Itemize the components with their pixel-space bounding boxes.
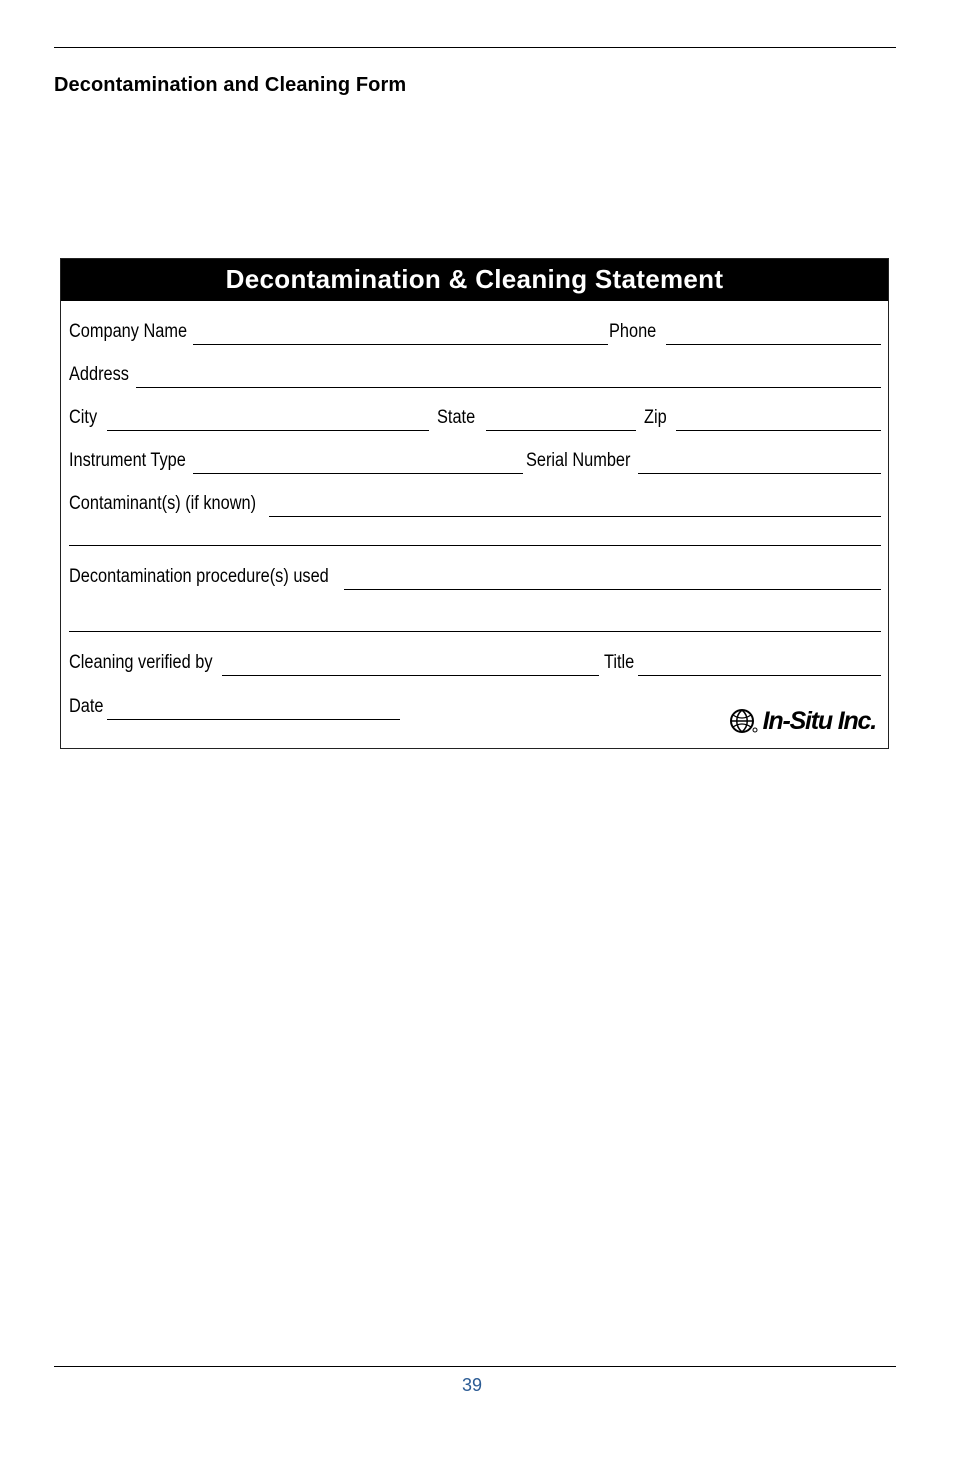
row-company [69, 317, 881, 345]
contaminants-field[interactable] [269, 516, 881, 517]
date-label: Date [69, 696, 104, 717]
zip-field[interactable] [676, 430, 881, 431]
city-field[interactable] [107, 430, 429, 431]
phone-field[interactable] [666, 344, 881, 345]
serial-number-label: Serial Number [526, 450, 631, 471]
instrument-type-label: Instrument Type [69, 450, 186, 471]
header-rule [54, 47, 896, 48]
procedures-field-continued[interactable] [69, 631, 881, 632]
page-number: 39 [461, 1375, 483, 1395]
company-name-label: Company Name [69, 321, 188, 342]
instrument-type-field[interactable] [193, 473, 523, 474]
procedures-field[interactable] [344, 589, 881, 590]
address-field[interactable] [136, 387, 881, 388]
date-field[interactable] [107, 719, 400, 720]
procedures-label: Decontamination procedure(s) used [69, 566, 329, 587]
city-label: City [69, 407, 98, 428]
footer-rule [54, 1366, 896, 1367]
serial-number-field[interactable] [638, 473, 881, 474]
title-field[interactable] [638, 675, 881, 676]
phone-label: Phone [609, 321, 657, 342]
contaminants-label: Contaminant(s) (if known) [69, 493, 257, 514]
globe-icon [729, 708, 759, 734]
verified-by-field[interactable] [222, 675, 599, 676]
row-city [69, 403, 881, 431]
verified-by-label: Cleaning verified by [69, 652, 213, 673]
row-instrument [69, 446, 881, 474]
row-procedures [69, 562, 881, 590]
section-title: Decontamination and Cleaning Form [54, 74, 407, 96]
in-situ-logo [729, 706, 876, 736]
form-header: Decontamination & Cleaning Statement [61, 259, 888, 301]
row-verified [69, 648, 881, 676]
company-name-field[interactable] [193, 344, 608, 345]
address-label: Address [69, 364, 129, 385]
row-contaminants [69, 489, 881, 517]
logo-text: In-Situ Inc. [762, 706, 876, 735]
decontamination-form [60, 258, 889, 749]
contaminants-field-continued[interactable] [69, 545, 881, 546]
state-field[interactable] [486, 430, 636, 431]
zip-label: Zip [644, 407, 667, 428]
state-label: State [437, 407, 476, 428]
title-label: Title [604, 652, 635, 673]
row-address [69, 360, 881, 388]
